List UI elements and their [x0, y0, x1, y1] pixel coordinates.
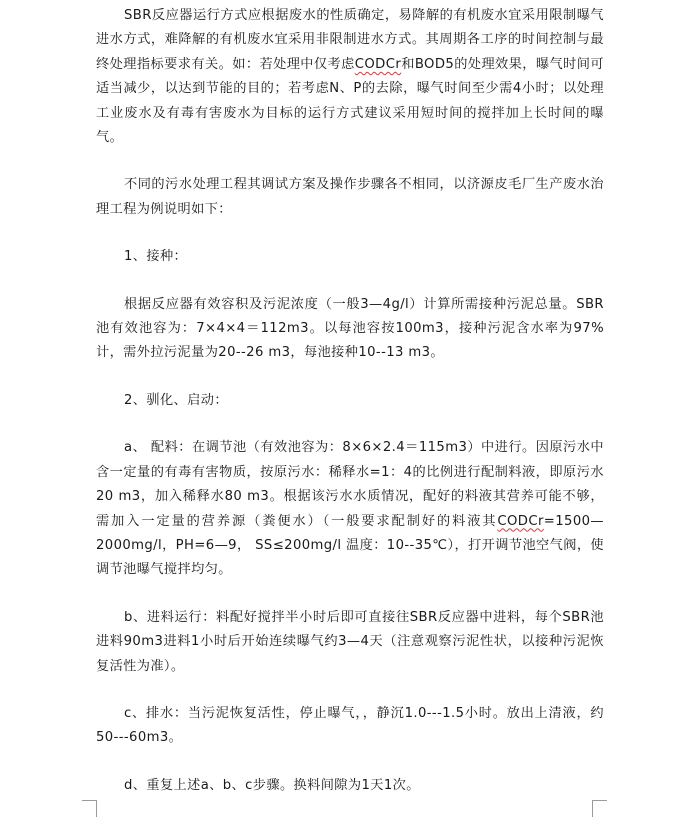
page-corner-mark-right	[592, 800, 607, 817]
paragraph-text: =1500—2000mg/l，PH=6—9， SS≤200mg/l 温度：10--35℃），打开调节池空气阀，使调节池曝气搅拌均匀。	[96, 513, 604, 578]
paragraph-draining: c、排水：当污泥恢复活性，停止曝气，，静沉1.0---1.5小时。放出上清液，约50---60m3。	[96, 705, 604, 746]
spellcheck-term: CODCr	[354, 56, 402, 72]
paragraph-batching	[96, 436, 604, 582]
page-corner-mark-left	[82, 800, 97, 817]
paragraph-intro: 不同的污水处理工程其调试方案及操作步骤各不相同，以济源皮毛厂生产废水治理工程为例说明如下：	[96, 177, 604, 217]
section-heading-inoculation: 1、接种：	[124, 249, 188, 265]
paragraph-feeding: b、进料运行：料配好搅拌半小时后即可直接往SBR反应器中进料，每个SBR池进料90m3进料1小时后开始连续曝气约3—4天（注意观察污泥性状，以接种污泥恢复活性为准）。	[96, 609, 604, 674]
paragraph-text: a、 配料：在调节池（有效池容为：8×6×2.4＝115m3）中进行。因原污水中含一定量的有毒有害物质，按原污水：稀释水=1：4的比例进行配制料液，即原污水20 m3，加入稀释水80 m3。根据该污水水质情况，配好的料液其营养可能不够，需加入一定量的营养源（粪便水）（一般要求配制好的料液其	[96, 440, 604, 529]
spellcheck-term: CODCr	[497, 513, 544, 529]
paragraph-sbr-operation	[96, 4, 604, 150]
document-body	[96, 4, 604, 798]
paragraph-repeat: d、重复上述a、b、c步骤。换料间隙为1天1次。	[124, 777, 420, 793]
paragraph-text: SBR反应器运行方式应根据废水的性质确定，易降解的有机废水宜采用限制曝气进水方式，难降解的有机废水宜采用非限制进水方式。其周期各工序的时间控制与最终处理指标要求有关。如：若处理中仅考虑	[96, 8, 604, 72]
paragraph-text: 和BOD5的处理效果，曝气时间可适当减少，以达到节能的目的；若考虑N、P的去除，曝气时间至少需4小时；以处理工业废水及有毒有害废水为目标的运行方式建议采用短时间的搅拌加上长时间的曝气。	[96, 56, 604, 146]
paragraph-inoculation: 根据反应器有效容积及污泥浓度（一般3—4g/l）计算所需接种污泥总量。SBR池有效池容为：7×4×4＝112m3。以每池容按100m3，接种污泥含水率为97%计，需外拉污泥量为20--26 m3，每池接种10--13 m3。	[96, 296, 604, 361]
section-heading-acclimation: 2、驯化、启动：	[124, 392, 228, 408]
